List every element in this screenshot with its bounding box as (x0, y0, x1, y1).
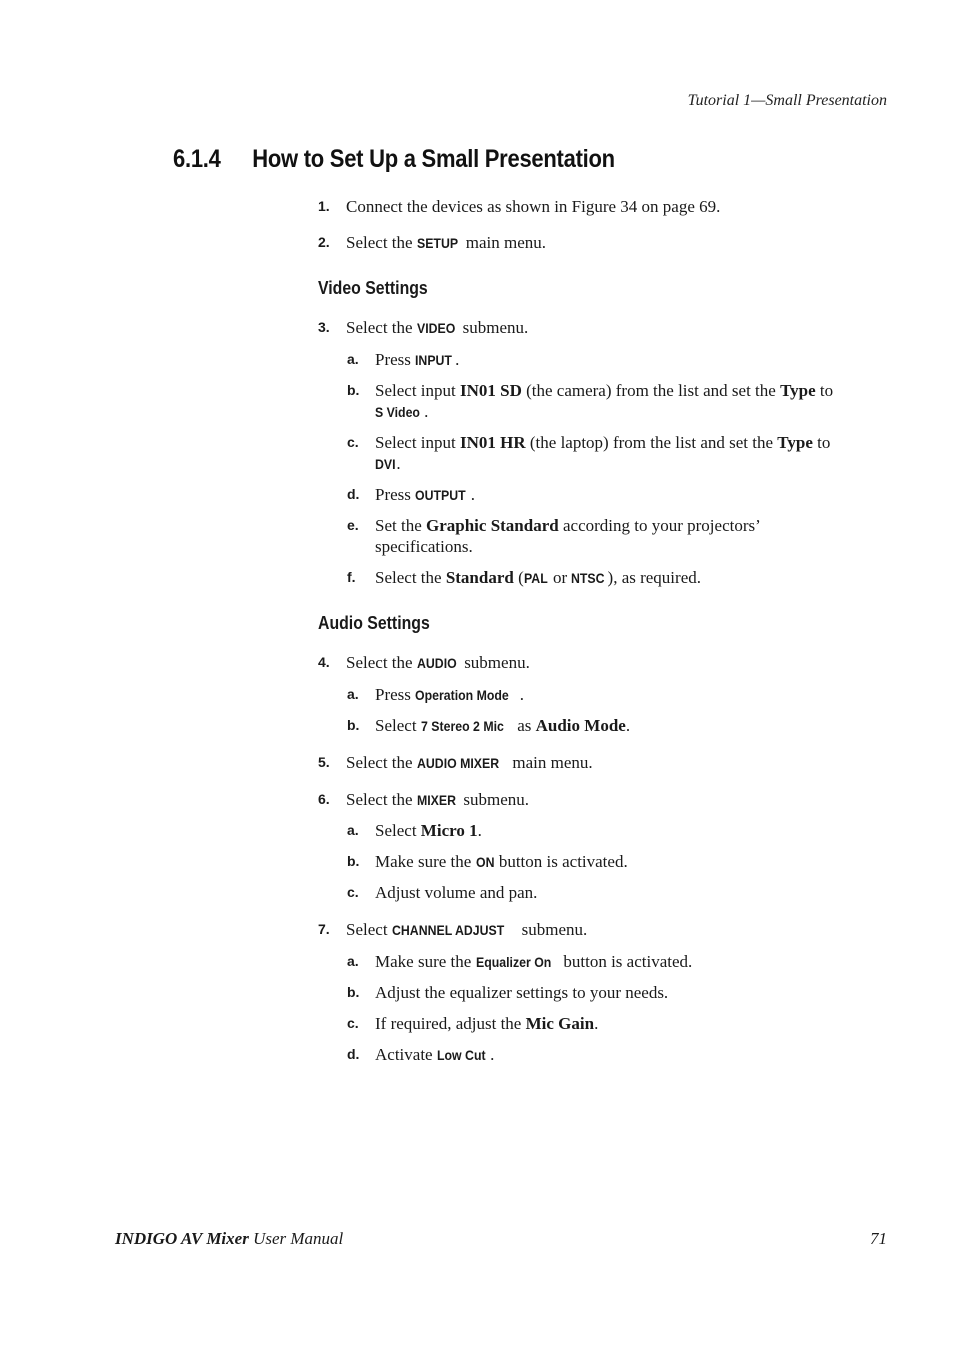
substep-text: Press INPUT . (375, 350, 460, 369)
substep-letter: b. (347, 984, 360, 1000)
substep-letter: f. (347, 569, 356, 585)
step-text: Connect the devices as shown in Figure 34 on page 69. (346, 197, 721, 216)
step-number: 4. (318, 654, 330, 670)
ui-label: AUDIO (416, 655, 457, 671)
step-number: 1. (318, 198, 330, 214)
step-number: 3. (318, 319, 330, 335)
video-settings-heading: Video Settings (318, 278, 428, 298)
substep-letter: c. (347, 434, 359, 450)
section-number: 6.1.4 (173, 145, 221, 173)
ui-label: VIDEO (416, 320, 456, 336)
step-text: Select the AUDIO submenu. (346, 653, 530, 672)
section-heading (173, 145, 615, 174)
substep-letter: d. (347, 486, 360, 502)
step-number: 6. (318, 791, 330, 807)
substep-text: Set the Graphic Standard according to your projectors’ specifications. (375, 516, 761, 556)
step-text: Select the VIDEO submenu. (346, 318, 529, 337)
step-number: 7. (318, 921, 330, 937)
substep-text: Make sure the Equalizer On button is activated. (375, 952, 693, 971)
ui-label: Equalizer On (475, 954, 551, 970)
ui-label: Operation Mode (415, 687, 509, 703)
substep-text: Select 7 Stereo 2 Mic as Audio Mode. (375, 716, 631, 735)
substep-letter: b. (347, 382, 360, 398)
substep-text: Activate Low Cut . (375, 1045, 495, 1064)
ui-label: DVI (375, 456, 396, 472)
ui-label: INPUT (415, 352, 453, 368)
substep-text: Select the Standard (PAL or NTSC ), as required. (375, 568, 701, 587)
substep-text: If required, adjust the Mic Gain. (375, 1014, 599, 1033)
substep-letter: d. (347, 1046, 360, 1062)
substep-text: Select Micro 1. (375, 821, 482, 840)
substep-letter: b. (347, 853, 360, 869)
ui-label: PAL (523, 570, 548, 586)
step-text: Select CHANNEL ADJUST submenu. (346, 920, 588, 939)
substep-text: Press Operation Mode . (375, 685, 524, 704)
substep-letter: e. (347, 517, 359, 533)
audio-settings-heading: Audio Settings (318, 613, 430, 633)
substep-letter: b. (347, 717, 360, 733)
step-text: Select the MIXER submenu. (346, 790, 530, 809)
section-title: How to Set Up a Small Presentation (252, 145, 615, 173)
ui-label: MIXER (416, 792, 456, 808)
ui-label: Low Cut (436, 1047, 486, 1063)
substep-letter: c. (347, 1015, 359, 1031)
step-number: 5. (318, 754, 330, 770)
substep-text: Select input IN01 HR (the laptop) from the list and set the Type to DVI. (375, 433, 831, 473)
step-number: 2. (318, 234, 330, 250)
substep-letter: a. (347, 953, 359, 969)
ui-label: ON (475, 854, 495, 870)
footer-product: INDIGO AV Mixer (115, 1229, 249, 1248)
ui-label: OUTPUT (415, 487, 466, 503)
step-text: Select the AUDIO MIXER main menu. (346, 753, 593, 772)
running-header: Tutorial 1—Small Presentation (687, 92, 887, 109)
footer-manual: User Manual (248, 1229, 344, 1248)
substep-letter: a. (347, 686, 359, 702)
ui-label: SETUP (416, 235, 458, 251)
step-text: Select the SETUP main menu. (346, 233, 547, 252)
page-number: 71 (870, 1229, 887, 1248)
substep-text: Make sure the ON button is activated. (375, 852, 628, 871)
substep-text: Select input IN01 SD (the camera) from the list and set the Type to S Video . (375, 381, 834, 421)
ui-label: CHANNEL ADJUST (391, 922, 505, 938)
substep-text: Adjust the equalizer settings to your needs. (375, 983, 669, 1002)
ui-label: AUDIO MIXER (416, 755, 499, 771)
substep-text: Adjust volume and pan. (375, 883, 538, 902)
substep-letter: c. (347, 884, 359, 900)
ui-label: NTSC (571, 570, 605, 586)
substep-letter: a. (347, 351, 359, 367)
ui-label: S Video (375, 404, 420, 420)
ui-label: 7 Stereo 2 Mic (420, 718, 504, 734)
footer-title (115, 1229, 343, 1249)
substep-letter: a. (347, 822, 359, 838)
substep-text: Press OUTPUT . (375, 485, 475, 504)
